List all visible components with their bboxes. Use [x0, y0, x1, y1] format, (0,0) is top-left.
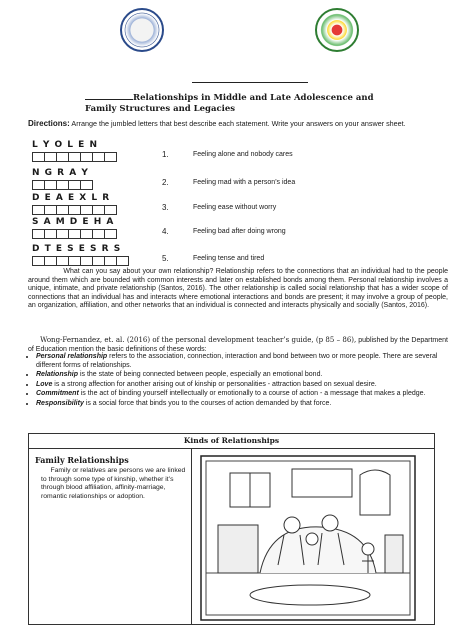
item-definition: Feeling alone and nobody cares: [193, 151, 293, 158]
deped-seal-logo: [120, 8, 164, 52]
item-number: 2.: [162, 178, 169, 187]
family-living-room-illustration: [200, 455, 416, 621]
definition-item: [36, 400, 456, 409]
jumbled-letters: D T E S E S R S: [32, 244, 122, 254]
item-number: 3.: [162, 203, 169, 212]
reference-paragraph: Wong-Fernandez, et. al. (2016) of the personal development teacher’s guide, (p 85 – 86), published by the Department of Education mention the basic definitions of these words:: [28, 336, 448, 353]
family-illustration-cell: [192, 449, 434, 624]
answer-boxes: [32, 205, 116, 215]
item-number: 4.: [162, 227, 169, 236]
jumbled-letters: L Y O L E N: [32, 140, 98, 150]
definition-term: Relationship: [36, 371, 79, 379]
jumbled-letters: D E A E X L R: [32, 193, 111, 203]
answer-box: [104, 152, 117, 162]
definition-text: is a social force that binds you to the courses of action demanded by that force.: [83, 399, 332, 407]
directions: Directions: Arrange the jumbled letters that best describe each statement. Write your answers on your answer sheet.: [28, 119, 406, 128]
family-text: Family or relatives are persons we are linked to through some type of kinship, whether it’s through blood affiliation, affinity-marriage, romantic relationships or adoption.: [41, 467, 186, 500]
answer-box: [104, 205, 117, 215]
kinds-of-relationships-table: [28, 433, 435, 625]
definitions-list: [24, 353, 456, 410]
answer-boxes: [32, 229, 116, 239]
title-blank: [85, 91, 133, 100]
definition-text: refers to the association, connection, interaction and bond between two or more people. There are several different forms of relationships.: [36, 353, 438, 369]
definition-text: is a strong affection for another arising out of kinship or personalities - attraction based on sexual desire.: [52, 380, 377, 388]
definition-term: Love: [36, 380, 53, 388]
item-definition: Feeling ease without worry: [193, 204, 277, 211]
definition-text: is the state of being connected between people, especially an emotional bond.: [78, 371, 323, 379]
definition-item: [36, 381, 456, 390]
school-seal-logo: [315, 8, 359, 52]
definition-text: is the act of binding yourself intellectually or emotionally to a course of action - a message that makes a pledge.: [78, 390, 426, 398]
item-definition: Feeling tense and tired: [193, 255, 265, 262]
jumbled-letters: S A M D E H A: [32, 217, 115, 227]
name-line: [192, 82, 308, 83]
definition-item: [36, 390, 456, 399]
answer-box: [104, 229, 117, 239]
table-header: Kinds of Relationships: [29, 434, 434, 449]
definition-term: Responsibility: [36, 399, 84, 407]
family-title: Family Relationships: [35, 455, 129, 465]
intro-paragraph: What can you say about your own relationship? Relationship refers to the connections that an individual had to the people around them which are bounded with common interests and later on established bonds among them. Personal relationship involves a unique, intimate, and private relationship (Santos, 2016). The other relationship is called social relationship that has a wider scope of connections that an individual has and interacts where emotional interactions and bonds are present; it may involve a group of people, an organization, affiliation, and other networks that an individual is connected and interacts physically and socially (Santos, 2016).: [28, 268, 448, 310]
answer-boxes: [32, 256, 128, 266]
definition-term: Commitment: [36, 390, 79, 398]
definition-item: [36, 353, 456, 370]
answer-box: [80, 180, 93, 190]
item-definition: Feeling mad with a person’s idea: [193, 179, 296, 186]
answer-boxes: [32, 180, 92, 190]
definition-term: Personal relationship: [36, 353, 108, 360]
item-number: 1.: [162, 150, 169, 159]
item-number: 5.: [162, 254, 169, 263]
family-relationships-cell: [29, 449, 192, 624]
jumbled-letters: N G R A Y: [32, 168, 89, 178]
lesson-title: Relationships in Middle and Late Adolescence and Family Structures and Legacies: [85, 93, 374, 114]
definition-item: [36, 371, 456, 380]
answer-boxes: [32, 152, 116, 162]
answer-box: [116, 256, 129, 266]
item-definition: Feeling bad after doing wrong: [193, 228, 286, 235]
